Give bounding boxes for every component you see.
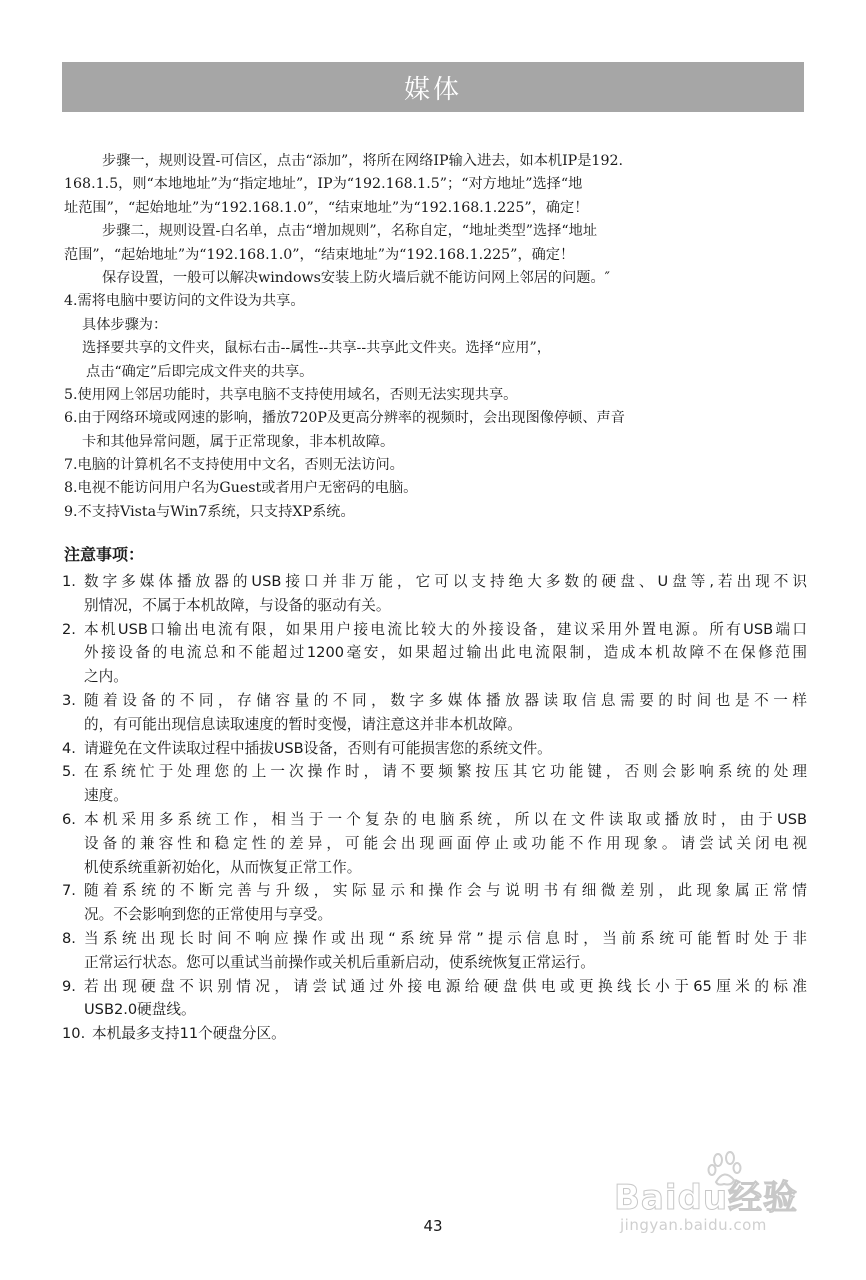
note-item xyxy=(62,618,807,689)
note-line: 若出现硬盘不识别情况，请尝试通过外接电源给硬盘供电或更换线长小于65厘米的标准 xyxy=(84,977,807,995)
watermark-logo: Baidu经验 xyxy=(614,1178,799,1218)
note-line: 随着设备的不同，存储容量的不同，数字多媒体播放器读取信息需要的时间也是不一样 xyxy=(84,691,807,709)
notes-list xyxy=(62,570,807,1046)
note-item xyxy=(62,975,807,1023)
note-number: 6. xyxy=(62,810,76,828)
page-number: 43 xyxy=(423,1217,443,1235)
list-item: 7.电脑的计算机名不支持使用中文名，否则无法访问。 xyxy=(64,457,404,474)
note-line: 的，有可能出现信息读取速度的暂时变慢，请注意这并非本机故障。 xyxy=(84,715,522,733)
note-line: 设备的兼容性和稳定性的差异，可能会出现画面停止或功能不作用现象。请尝试关闭电视 xyxy=(84,834,807,852)
note-line: 本机USB口输出电流有限，如果用户接电流比较大的外接设备，建议采用外置电源。所有USB端口 xyxy=(84,620,807,638)
note-item xyxy=(62,737,807,761)
note-line: 当系统出现长时间不响应操作或出现“系统异常”提示信息时，当前系统可能暂时处于非 xyxy=(84,929,807,947)
note-number: 10. xyxy=(62,1025,86,1043)
note-number: 1. xyxy=(62,573,76,590)
note-number: 5. xyxy=(62,763,76,781)
note-item xyxy=(62,927,807,975)
note-line: 正常运行状态。您可以重试当前操作或关机后重新启动，使系统恢复正常运行。 xyxy=(84,953,595,971)
text-line: 点击“确定”后即完成文件夹的共享。 xyxy=(86,363,314,380)
note-line: 外接设备的电流总和不能超过1200毫安，如果超过输出此电流限制，造成本机故障不在保修范围 xyxy=(84,644,807,662)
note-line: 请避免在文件读取过程中插拔USB设备，否则有可能损害您的系统文件。 xyxy=(84,739,552,757)
note-line: 在系统忙于处理您的上一次操作时，请不要频繁按压其它功能键，否则会影响系统的处理 xyxy=(84,763,807,781)
text-line: 步骤一，规则设置-可信区，点击“添加”，将所在网络IP输入进去，如本机IP是192. xyxy=(102,153,624,169)
note-number: 9. xyxy=(62,977,76,995)
network-setup-text xyxy=(64,150,764,524)
note-item xyxy=(62,808,807,879)
text-line: 卡和其他异常问题，属于正常现象，非本机故障。 xyxy=(82,433,395,450)
note-number: 8. xyxy=(62,929,76,947)
note-item xyxy=(62,760,807,808)
text-line: 选择要共享的文件夹，鼠标右击--属性--共享--共享此文件夹。选择“应用”， xyxy=(82,340,551,357)
list-item: 6.由于网络环境或网速的影响，播放720P及更高分辨率的视频时，会出现图像停顿、声音 xyxy=(64,410,625,427)
note-line: 随着系统的不断完善与升级，实际显示和操作会与说明书有细微差别，此现象属正常情 xyxy=(84,882,807,900)
note-number: 2. xyxy=(62,620,76,638)
list-item: 8.电视不能访问用户名为Guest或者用户无密码的电脑。 xyxy=(64,480,418,497)
note-item xyxy=(62,879,807,927)
note-line: 之内。 xyxy=(84,668,128,686)
note-line: USB2.0硬盘线。 xyxy=(84,1001,196,1019)
note-line: 本机采用多系统工作，相当于一个复杂的电脑系统，所以在文件读取或播放时，由于USB xyxy=(84,810,807,828)
note-line: 本机最多支持11个硬盘分区。 xyxy=(92,1025,286,1043)
text-line: 址范围”，“起始地址”为“192.168.1.0”，“结束地址”为“192.168.1.225”，确定！ xyxy=(64,199,589,216)
note-line: 速度。 xyxy=(84,787,128,805)
note-item xyxy=(62,570,807,618)
list-item: 4.需将电脑中要访问的文件设为共享。 xyxy=(64,293,305,310)
text-line: 168.1.5，则“本地地址”为“指定地址”，IP为“192.168.1.5”；“对方地址”选择“地 xyxy=(64,176,583,193)
note-item xyxy=(62,1022,807,1046)
list-item: 9.不支持Vista与Win7系统，只支持XP系统。 xyxy=(64,503,355,520)
text-line: 保存设置，一般可以解决windows安装上防火墙后就不能访问网上邻居的问题。″ xyxy=(102,269,610,286)
section-header-bar xyxy=(62,62,804,112)
note-line: 机使系统重新初始化，从而恢复正常工作。 xyxy=(84,858,362,876)
text-line: 步骤二，规则设置-白名单，点击“增加规则”，名称自定，“地址类型”选择“地址 xyxy=(102,223,598,240)
notes-heading: 注意事项： xyxy=(64,545,145,564)
note-number: 4. xyxy=(62,739,76,757)
note-line: 别情况，不属于本机故障，与设备的驱动有关。 xyxy=(84,596,391,614)
watermark-url: jingyan.baidu.com xyxy=(620,1216,767,1234)
note-line: 数字多媒体播放器的USB接口并非万能，它可以支持绝大多数的硬盘、U盘等,若出现不识 xyxy=(84,573,807,590)
note-number: 3. xyxy=(62,691,76,709)
list-item: 5.使用网上邻居功能时，共享电脑不支持使用域名，否则无法实现共享。 xyxy=(64,386,518,403)
section-title: 媒体 xyxy=(403,74,462,105)
text-line: 范围”，“起始地址”为“192.168.1.0”，“结束地址”为“192.168.1.225”，确定！ xyxy=(64,246,575,263)
text-line: 具体步骤为： xyxy=(82,316,168,333)
note-item xyxy=(62,689,807,737)
note-line: 况。不会影响到您的正常使用与享受。 xyxy=(84,906,333,924)
note-number: 7. xyxy=(62,882,76,900)
